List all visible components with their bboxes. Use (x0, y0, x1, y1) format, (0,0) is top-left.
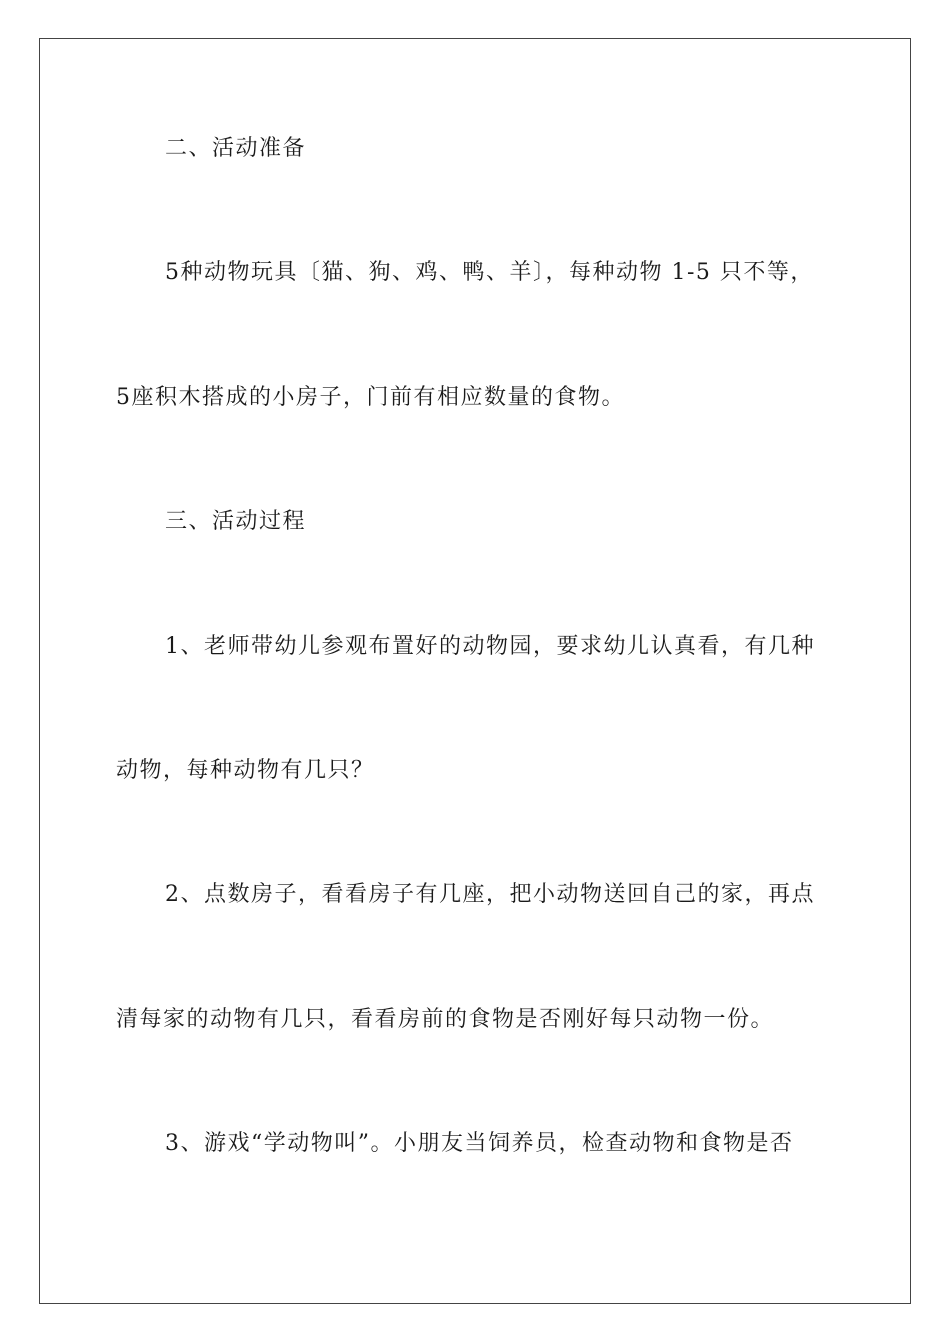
section-heading-preparation: 二、活动准备 (165, 136, 307, 161)
paragraph-line: 清每家的动物有几只，看看房前的食物是否刚好每只动物一份。 (116, 1007, 775, 1032)
paragraph-line: 1、老师带幼儿参观布置好的动物园，要求幼儿认真看，有几种 (165, 634, 815, 659)
paragraph-line: 3、游戏“学动物叫”。小朋友当饲养员，检查动物和食物是否 (165, 1131, 794, 1156)
paragraph-line: 5座积木搭成的小房子，门前有相应数量的食物。 (116, 385, 625, 410)
section-heading-process: 三、活动过程 (165, 509, 307, 534)
paragraph-line: 2、点数房子，看看房子有几座，把小动物送回自己的家，再点 (165, 882, 815, 907)
page-frame (39, 38, 911, 1304)
paragraph-line: 5种动物玩具〔猫、狗、鸡、鸭、羊〕，每种动物 1-5 只不等， (165, 260, 814, 285)
paragraph-line: 动物，每种动物有几只？ (116, 758, 375, 783)
